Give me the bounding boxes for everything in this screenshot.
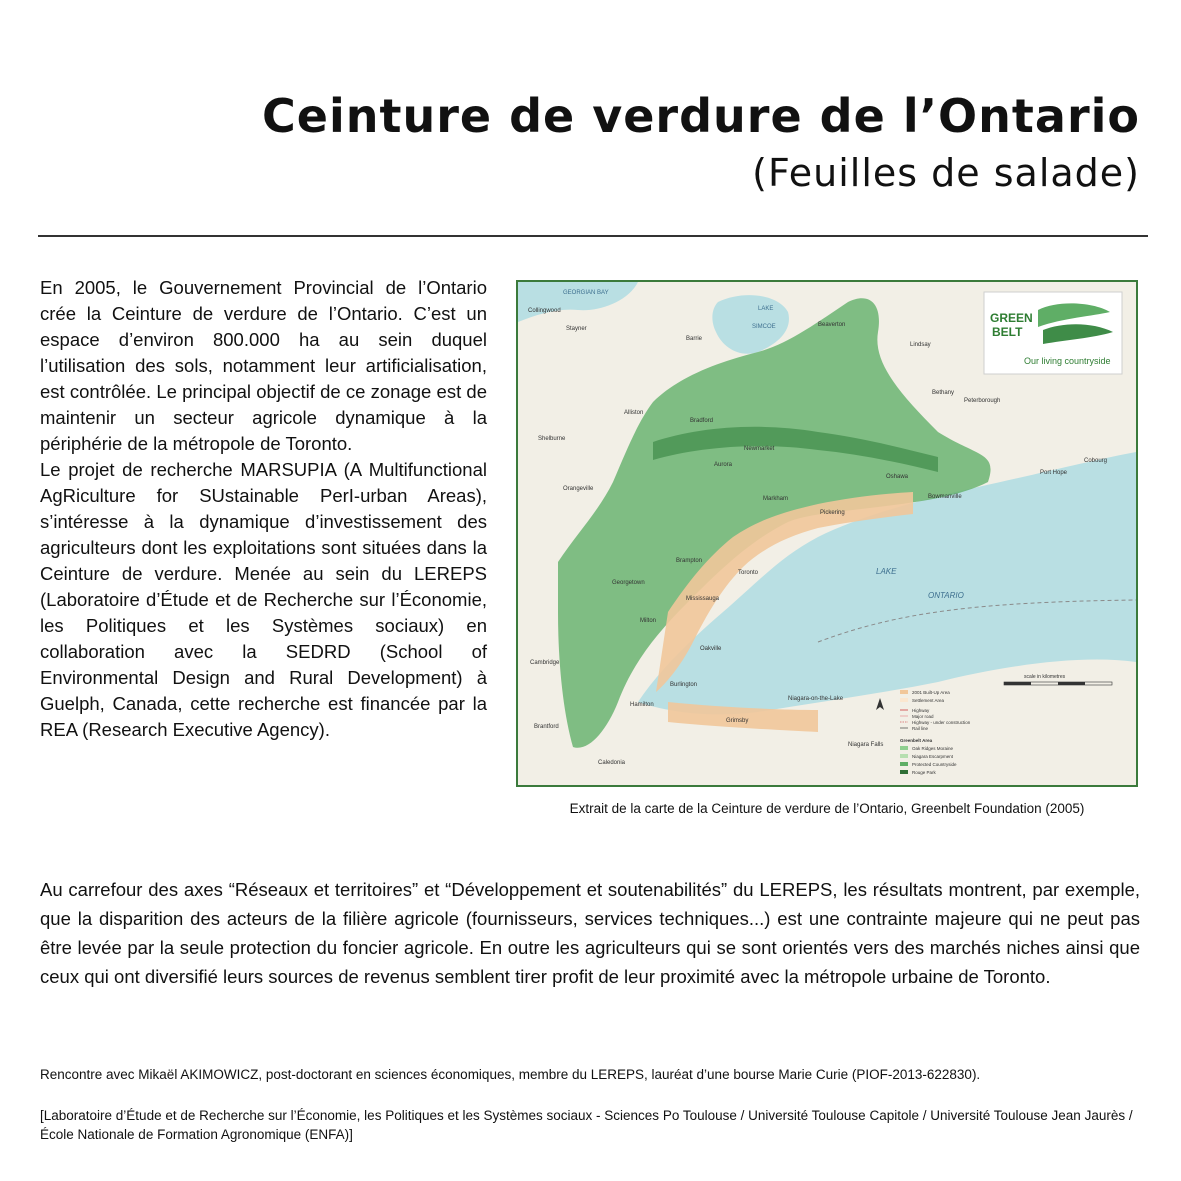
label-lindsay: Lindsay (910, 342, 931, 348)
scale-label: scale in kilometres (1024, 674, 1066, 680)
label-caledonia: Caledonia (598, 760, 626, 766)
legend-niagara: Niagara Escarpment (912, 754, 954, 759)
label-georgetown: Georgetown (612, 580, 645, 586)
legend-swatch-rouge (900, 770, 908, 774)
label-lake-ontario-1: LAKE (876, 567, 897, 576)
label-markham: Markham (763, 496, 789, 502)
label-bradford: Bradford (690, 418, 714, 424)
label-milton: Milton (640, 618, 657, 624)
label-shelburne: Shelburne (538, 436, 566, 442)
map-caption: Extrait de la carte de la Ceinture de verdure de l’Ontario, Greenbelt Foundation (2005) (569, 801, 1085, 816)
label-bethany: Bethany (932, 390, 955, 396)
legend-settlement: Settlement Area (912, 698, 945, 703)
page-subtitle: (Feuilles de salade) (752, 151, 1140, 195)
label-lake-ontario-2: ONTARIO (928, 591, 964, 600)
legend-swatch-settlement (900, 698, 908, 702)
label-barrie: Barrie (686, 336, 703, 342)
interview-credit: Rencontre avec Mikaël AKIMOWICZ, post-doctorant en sciences économiques, membre du LEREPS, lauréat d’une bourse Marie Curie (PIOF-2013-622830). (40, 1067, 981, 1082)
label-hamilton: Hamilton (630, 702, 654, 708)
label-lake-simcoe-1: LAKE (758, 306, 774, 312)
legend-swatch-niagara (900, 754, 908, 758)
label-grimsby: Grimsby (726, 718, 749, 724)
label-oakville: Oakville (700, 646, 722, 652)
results-text (40, 875, 1140, 991)
label-alliston: Alliston (624, 410, 644, 416)
label-lake-simcoe-2: SIMCOE (752, 324, 776, 330)
intro-text (40, 275, 487, 743)
lab-affiliation: [Laboratoire d’Étude et de Recherche sur l’Économie, les Politiques et les Systèmes sociaux - Sciences Po Toulouse / Université Toulouse Capitole / Université Toulouse Jean Jaurès / École Nationale de Formation Agronomique (ENFA)] (40, 1108, 1133, 1142)
legend-swatch-oak (900, 746, 908, 750)
label-newmarket: Newmarket (744, 446, 775, 452)
greenbelt-map (516, 280, 1138, 787)
label-cobourg: Cobourg (1084, 458, 1108, 464)
label-aurora: Aurora (714, 462, 733, 468)
label-pickering: Pickering (820, 510, 845, 516)
divider (38, 235, 1148, 237)
logo-text-belt: BELT (992, 325, 1023, 339)
label-georgian-bay: GEORGIAN BAY (563, 290, 609, 296)
scale-bar-segment-2 (1058, 682, 1085, 685)
label-bowmanville: Bowmanville (928, 494, 962, 500)
paragraph-marsupia: Le projet de recherche MARSUPIA (A Multifunctional AgRiculture for SUstainable PerI-urban Areas), s’intéresse à la dynamique d’investissement des agriculteurs dont les exploitations sont situées dans la Ceinture de verdure. Menée au sein du LEREPS (Laboratoire d’Étude et de Recherche sur l’Économie, les Politiques et les Systèmes sociaux) en collaboration avec la SEDRD (School of Environmental Design and Rural Development) à Guelph, Canada, cette recherche est financée par la REA (Research Executive Agency). (40, 459, 487, 740)
label-burlington: Burlington (670, 682, 698, 688)
paragraph-results: Au carrefour des axes “Réseaux et territoires” et “Développement et soutenabilités” du LEREPS, les résultats montrent, par exemple, que la disparition des acteurs de la filière agricole (fournisseurs, services techniques...) est une contrainte majeure qui ne peut pas être levée par la seule protection du foncier agricole. En outre les agriculteurs qui se sont orientés vers des marchés niches ainsi que ceux qui ont diversifié leurs sources de revenus semblent tirer profit de leur proximité avec la métropole urbaine de Toronto. (40, 879, 1140, 987)
label-niagara-falls: Niagara Falls (848, 742, 884, 748)
label-brampton: Brampton (676, 558, 703, 564)
paragraph-greenbelt: En 2005, le Gouvernement Provincial de l’Ontario crée la Ceinture de verdure de l’Ontario. C’est un espace d’environ 800.000 ha au sein duquel l’utilisation des sols, notamment leur artificialisation, est contrôlée. Le principal objectif de ce zonage est de maintenir un secteur agricole dynamique à la périphérie de la métropole de Toronto. (40, 277, 487, 454)
label-beaverton: Beaverton (818, 322, 846, 328)
legend-rail: Rail line (912, 726, 929, 731)
legend-swatch-built (900, 690, 908, 694)
legend-swatch-protected (900, 762, 908, 766)
label-brantford: Brantford (534, 724, 559, 730)
label-toronto: Toronto (738, 570, 759, 576)
map-illustration (518, 282, 1136, 785)
logo-tagline: Our living countryside (1024, 356, 1111, 366)
label-cambridge: Cambridge (530, 660, 560, 666)
page-title: Ceinture de verdure de l’Ontario (261, 89, 1140, 143)
legend-construction: Highway - under construction (912, 720, 971, 725)
label-stayner: Stayner (566, 326, 587, 332)
label-mississauga: Mississauga (686, 596, 720, 602)
logo-text-green: GREEN (990, 311, 1033, 325)
label-oshawa: Oshawa (886, 474, 909, 480)
legend-major-road: Major road (912, 714, 934, 719)
legend-highway: Highway (912, 708, 930, 713)
legend-protected: Protected Countryside (912, 762, 957, 767)
label-collingwood: Collingwood (528, 308, 561, 314)
label-niagara-on-the-lake: Niagara-on-the-Lake (788, 696, 844, 702)
scale-bar-segment (1004, 682, 1031, 685)
label-port-hope: Port Hope (1040, 470, 1068, 476)
legend-built: 2001 Built-Up Area (912, 690, 950, 695)
legend-rouge: Rouge Park (912, 770, 936, 775)
label-orangeville: Orangeville (563, 486, 594, 492)
label-peterborough: Peterborough (964, 398, 1001, 404)
legend-oak: Oak Ridges Moraine (912, 746, 954, 751)
legend-title: Greenbelt Area (900, 738, 933, 743)
